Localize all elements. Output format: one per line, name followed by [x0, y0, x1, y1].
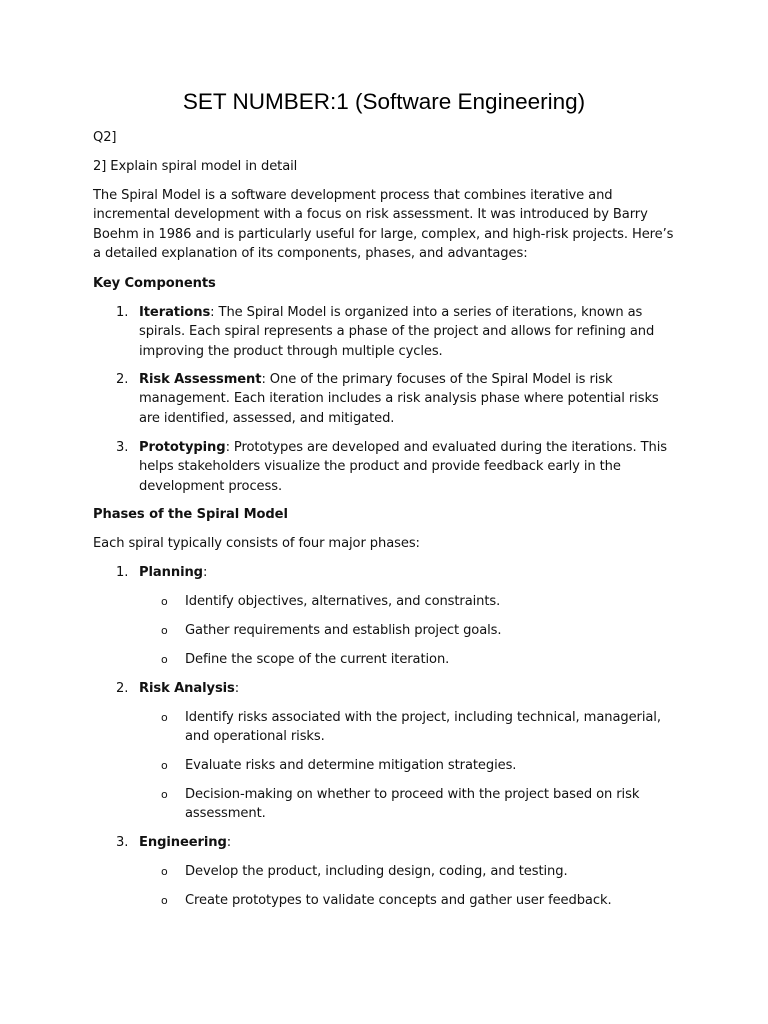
- list-number: 3.: [116, 835, 129, 850]
- bullet-icon: o: [161, 865, 168, 878]
- list-number: 2.: [116, 372, 129, 387]
- list-item-term: Prototyping: [139, 440, 226, 455]
- phases-intro: Each spiral typically consists of four major phases:: [93, 536, 420, 551]
- bullet-text: Define the scope of the current iteration.: [185, 652, 450, 667]
- bullet-text: Identify objectives, alternatives, and constraints.: [185, 594, 501, 609]
- bullet-icon: o: [161, 788, 168, 801]
- bullet-text: Develop the product, including design, coding, and testing.: [185, 864, 568, 879]
- phase-suffix: :: [226, 835, 232, 850]
- phase-term: Planning: [139, 565, 203, 580]
- phase-title: [139, 563, 679, 582]
- bullet-icon: o: [161, 894, 168, 907]
- bullet-text: Decision-making on whether to proceed with the project based on risk assessment.: [185, 787, 640, 822]
- list-item-term: Iterations: [139, 305, 211, 320]
- list-item-description: : Prototypes are developed and evaluated during the iterations. This helps stakeholders visualize the product and provide feedback early in the development process.: [139, 440, 668, 494]
- key-components-heading: Key Components: [93, 276, 216, 291]
- phases-heading: Phases of the Spiral Model: [93, 507, 288, 522]
- phase-title: [139, 679, 679, 698]
- list-item-description: : One of the primary focuses of the Spiral Model is risk management. Each iteration includes a risk analysis phase where potential risks are identified, assessed, and mitigated.: [139, 372, 659, 426]
- question-text: 2] Explain spiral model in detail: [93, 159, 298, 174]
- phase-title: [139, 833, 679, 852]
- intro-paragraph: The Spiral Model is a software development process that combines iterative and incremental development with a focus on risk assessment. It was introduced by Barry Boehm in 1986 and is particularly useful for large, complex, and high-risk projects. Here’s a detailed explanation of its components, phases, and advantages:: [93, 188, 674, 262]
- bullet-text: Evaluate risks and determine mitigation strategies.: [185, 758, 517, 773]
- bullet-text: Gather requirements and establish project goals.: [185, 623, 502, 638]
- bullet-icon: o: [161, 595, 168, 608]
- list-number: 3.: [116, 440, 129, 455]
- page-title: SET NUMBER:1 (Software Engineering): [182, 89, 586, 114]
- phase-suffix: :: [202, 565, 208, 580]
- question-label: Q2]: [93, 130, 117, 145]
- phase-suffix: :: [234, 681, 240, 696]
- list-item-text: [139, 370, 679, 428]
- list-item-term: Risk Assessment: [139, 372, 262, 387]
- bullet-text: Create prototypes to validate concepts and gather user feedback.: [185, 893, 612, 908]
- bullet-icon: o: [161, 711, 168, 724]
- bullet-icon: o: [161, 624, 168, 637]
- bullet-text: Identify risks associated with the project, including technical, managerial, and operational risks.: [185, 710, 661, 745]
- list-number: 1.: [116, 565, 129, 580]
- list-item-text: [139, 438, 679, 496]
- list-item-description: : The Spiral Model is organized into a series of iterations, known as spirals. Each spiral represents a phase of the project and allows for refining and improving the product through multiple cycles.: [139, 305, 655, 359]
- list-item-text: [139, 303, 679, 361]
- phase-term: Engineering: [139, 835, 227, 850]
- list-number: 2.: [116, 681, 129, 696]
- bullet-icon: o: [161, 759, 168, 772]
- bullet-icon: o: [161, 653, 168, 666]
- list-number: 1.: [116, 305, 129, 320]
- phase-term: Risk Analysis: [139, 681, 235, 696]
